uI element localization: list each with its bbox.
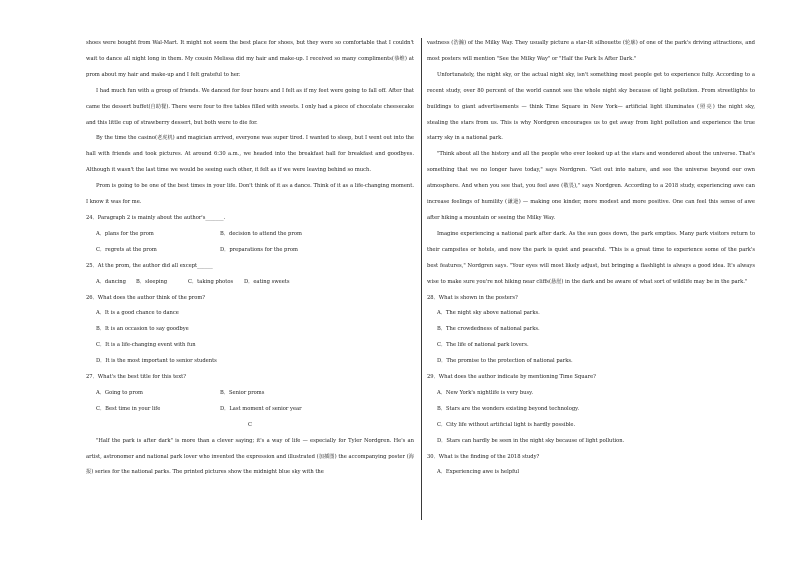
passage-b-paragraph: I had much fun with a group of friends. We danced for four hours and I felt as if my feet were going to fall off. After that came the dessert buffet(自助餐). There were four to five tables filled with sweets. I only had a piece of chocolate cheesecake and this little cup of strawberry dessert, but both were to die for. (86, 87, 414, 126)
question-27 (86, 370, 414, 418)
option-b: B．decision to attend the prom (220, 230, 302, 237)
question-stem: 28．What is shown in the posters? (427, 294, 518, 301)
option-c: C．The life of national park lovers. (437, 342, 529, 349)
right-column (427, 36, 755, 481)
option-a: A．Going to prom (96, 389, 143, 396)
question-29 (427, 370, 755, 450)
left-column (86, 36, 414, 481)
question-stem: 29．What does the author indicate by mentioning Time Square? (427, 374, 596, 381)
question-24 (86, 211, 414, 259)
question-stem: 27．What's the best title for this text? (86, 374, 187, 381)
option-d: D．Last moment of senior year (220, 405, 302, 412)
question-stem: 24．Paragraph 2 is mainly about the author's_______. (86, 214, 226, 221)
option-c: C．It is a life-changing event with fun (96, 342, 196, 349)
option-a: A．Experiencing awe is helpful (437, 469, 519, 476)
option-d: D．Stars can hardly be seen in the night sky because of light pollution. (437, 437, 625, 444)
option-d: D．eating sweets (244, 278, 290, 285)
option-d: D．preparations for the prom (220, 246, 298, 253)
option-a: A．New York's nightlife is very busy. (437, 389, 534, 396)
option-b: B．Stars are the wonders existing beyond technology. (437, 405, 580, 412)
question-stem: 30．What is the finding of the 2018 study? (427, 453, 540, 460)
question-26 (86, 291, 414, 371)
option-d: D．The promise to the protection of national parks. (437, 358, 573, 365)
question-30 (427, 450, 755, 482)
option-b: B．sleeping (136, 278, 168, 285)
passage-b-paragraph: By the time the casino(老虎机) and magician arrived, everyone was super tired. I wanted to sleep, but I went out into the hall with friends and took pictures. At around 6:30 a.m., we headed into the breakfast hall for breakfast and goodbyes. Although it wasn't the last time we would be seeing each other, it felt as if we were leaving behind so much. (86, 135, 414, 174)
option-a: A．dancing (96, 278, 126, 285)
passage-b-paragraph: Prom is going to be one of the best times in your life. Don't think of it as a dance. Think of it as a life-changing moment. I know it was for me. (86, 183, 414, 206)
option-d: D．It is the most important to senior students (96, 358, 217, 365)
passage-c-paragraph: "Think about all the history and all the people who ever looked up at the stars and wondered about the universe. That's something that we no longer have today," says Nordgren. "Get out into nature, and see the universe beyond our own atmosphere. And when you see that, you feel awe (敬畏)," says Nordgren. According to a 2018 study, experiencing awe can increase feelings of humility (谦逊) — making one kinder, more modest and more positive. One can feel this sense of awe after hiking a mountain or seeing the Milky Way. (427, 151, 755, 221)
question-28 (427, 291, 755, 371)
question-25 (86, 259, 414, 291)
option-c: C．City life without artificial light is hardly possible. (437, 421, 576, 428)
column-divider (421, 38, 422, 520)
passage-c-paragraph: vastness (浩瀚) of the Milky Way. They usually picture a star-lit silhouette (轮廓) of one of the park's driving attractions, and most posters will mention "See the Milky Way" or "Half the Park Is After Dark." (427, 40, 755, 62)
passage-b-paragraph: shoes were bought from Wal-Mart. It might not seem the best place for shoes, but they were so comfortable that I couldn't wait to dance all night long in them. My cousin Melissa did my hair and make-up. I received so many compliments(恭维) at prom about my hair and make-up and I felt grateful to her. (86, 40, 414, 78)
question-stem: 25．At the prom, the author did all except______ (86, 262, 213, 269)
option-a: A．The night sky above national parks. (437, 310, 540, 317)
option-b: B．Senior proms (220, 389, 265, 396)
passage-c-paragraph: Unfortunately, the night sky, or the actual night sky, isn't something most people get to experience fully. According to a recent study, over 80 percent of the world cannot see the whole night sky because of light pollution. From streetlights to buildings to giant advertisements — think Time Square in New York— artificial light illuminates (照亮) the night sky, stealing the stars from us. This is why Nordgren encourages us to get away from light pollution and experience the true starry sky in a national park. (427, 71, 755, 142)
passage-c-paragraph: Imagine experiencing a national park after dark. As the sun goes down, the park empties. Many park visitors return to their campsites or hotels, and now the park is quiet and peaceful. "This is a great time to experience some of the park's best features," Nordgren says. "Your eyes will most likely adjust, but bringing a flashlight is always a good idea. It's always wise to make sure you're not hiking near cliffs(悬崖) in the dark and be aware of what sort of wildlife may be in the park." (427, 230, 755, 285)
option-b: B．It is an occasion to say goodbye (96, 326, 189, 333)
question-stem: 26．What does the author think of the prom? (86, 294, 206, 301)
section-heading: C (248, 421, 252, 428)
passage-c-paragraph: "Half the park is after dark" is more than a clever saying; it's a way of life — especially for Tyler Nordgren. He's an artist, astronomer and national park lover who invented the expression and illustrated (加插图) the accompanying poster (海报) series for the national parks. The printed pictures show the midnight blue sky with the (86, 437, 414, 476)
option-c: C．Best time in your life (96, 405, 161, 412)
option-c: C．regrets at the prom (96, 246, 157, 253)
option-a: A．It is a good chance to dance (96, 310, 179, 317)
option-c: C．taking photos (188, 278, 234, 285)
option-a: A．plans for the prom (96, 230, 154, 237)
option-b: B．The crowdedness of national parks. (437, 326, 540, 333)
